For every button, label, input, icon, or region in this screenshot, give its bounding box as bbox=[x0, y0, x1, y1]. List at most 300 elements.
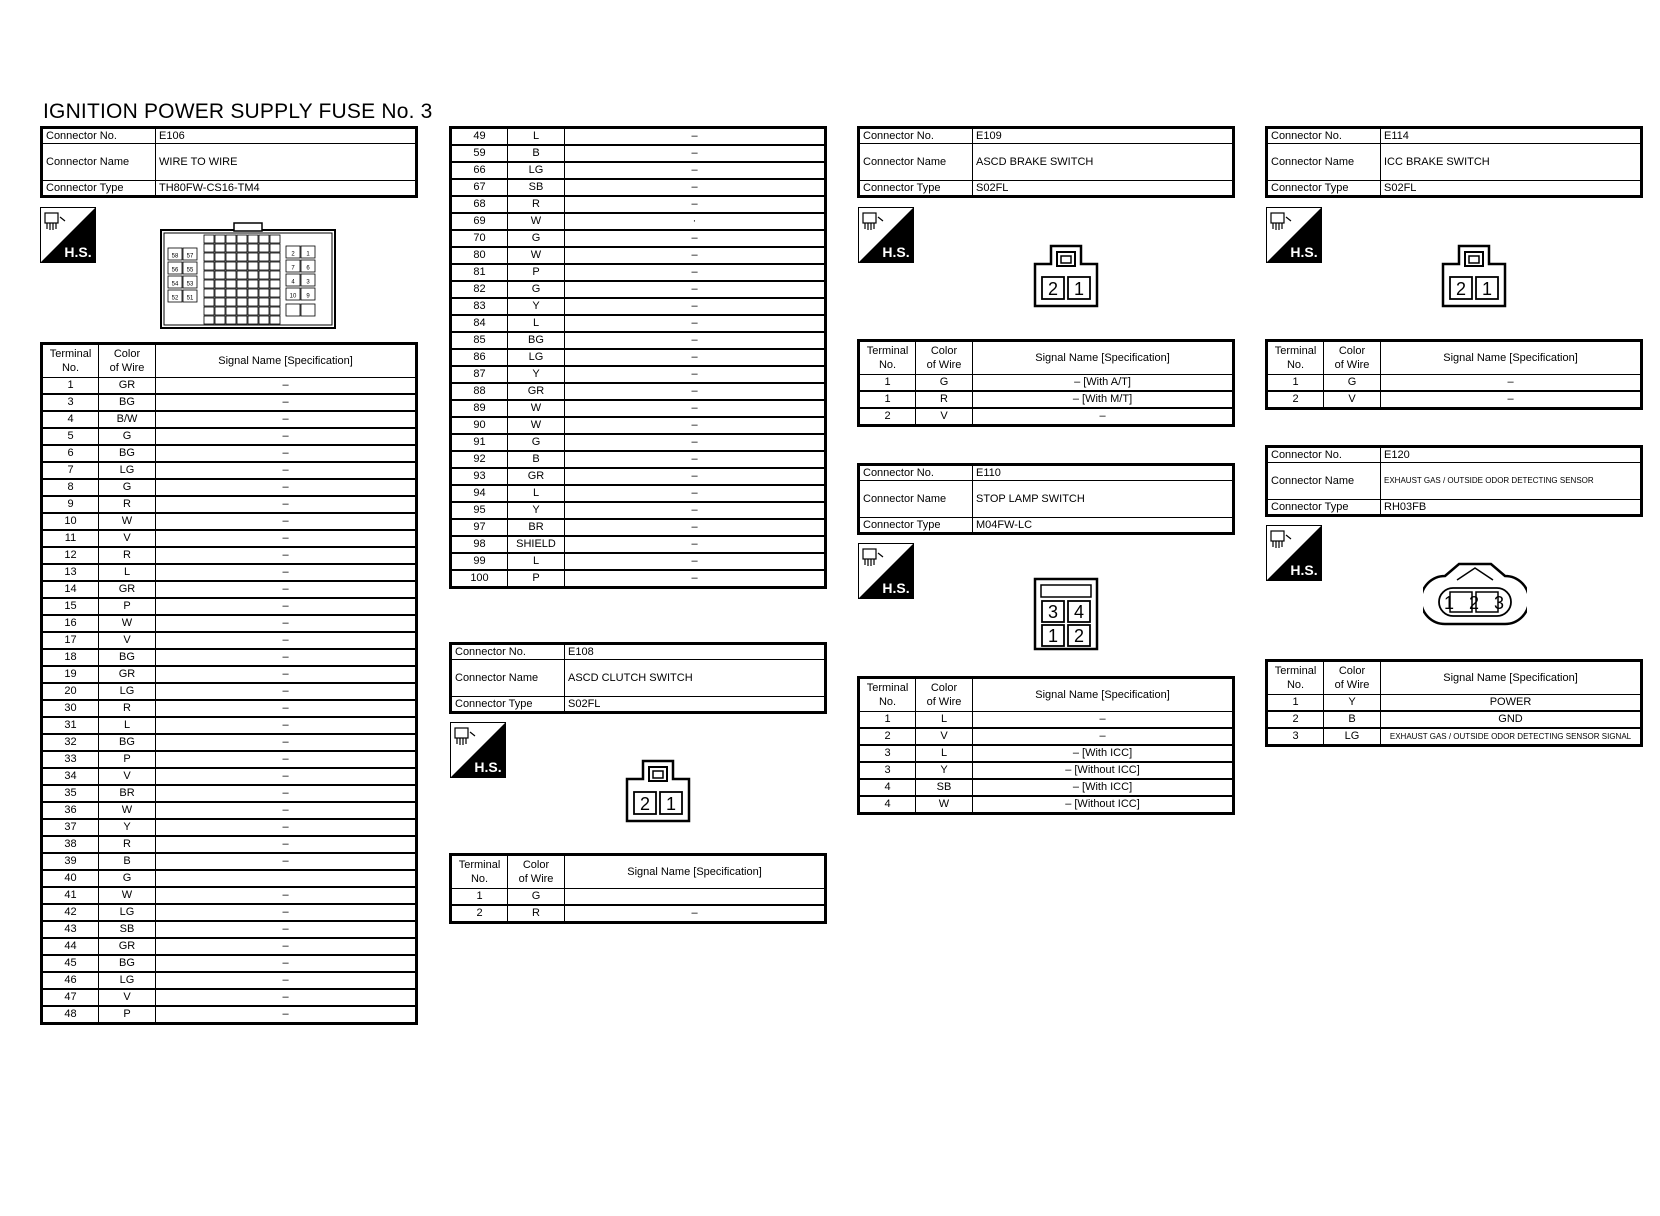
cavity bbox=[226, 253, 236, 261]
terminal-no-cell: 8 bbox=[42, 479, 99, 496]
cavity bbox=[248, 289, 258, 297]
terminal-row bbox=[451, 434, 826, 451]
signal-name-cell bbox=[156, 870, 417, 887]
signal-name-cell: – bbox=[565, 536, 826, 553]
terminal-header: Terminal No. bbox=[451, 855, 508, 889]
terminal-row bbox=[451, 281, 826, 298]
connector-name-label: Connector Name bbox=[859, 144, 973, 181]
wire-color-cell: R bbox=[99, 836, 156, 853]
signal-name-cell: – bbox=[156, 666, 417, 683]
terminal-table-e109 bbox=[857, 339, 1235, 427]
terminal-row bbox=[451, 905, 826, 923]
signal-name-cell: – [With A/T] bbox=[973, 375, 1234, 392]
signal-name-cell: – bbox=[565, 247, 826, 264]
signal-name-cell: – bbox=[156, 853, 417, 870]
cavity bbox=[204, 298, 214, 306]
wire-color-cell: V bbox=[1324, 391, 1381, 409]
terminal-no-cell: 14 bbox=[42, 581, 99, 598]
connector-name-label: Connector Name bbox=[42, 144, 156, 181]
wire-color-cell: G bbox=[99, 870, 156, 887]
pin-label: 1 bbox=[1443, 593, 1455, 613]
cavity bbox=[204, 316, 214, 324]
cavity-number: 3 bbox=[306, 279, 310, 286]
terminal-row bbox=[451, 213, 826, 230]
terminal-no-cell: 34 bbox=[42, 768, 99, 785]
harness-side-icon bbox=[450, 722, 506, 778]
terminal-no-cell: 13 bbox=[42, 564, 99, 581]
cavity bbox=[270, 280, 280, 288]
wire-color-cell: L bbox=[508, 485, 565, 502]
signal-name-cell: – [With ICC] bbox=[973, 745, 1234, 762]
cavity-number: 54 bbox=[171, 281, 179, 288]
wire-color-cell: GR bbox=[99, 938, 156, 955]
wire-color-cell: G bbox=[508, 281, 565, 298]
terminal-no-cell: 94 bbox=[451, 485, 508, 502]
signal-name-cell: – bbox=[156, 887, 417, 904]
terminal-no-cell: 85 bbox=[451, 332, 508, 349]
pin-label: 1 bbox=[1047, 626, 1059, 646]
wire-color-cell: L bbox=[508, 128, 565, 146]
cavity-number: 57 bbox=[186, 253, 194, 260]
signal-name-cell: – bbox=[156, 768, 417, 785]
terminal-no-cell: 40 bbox=[42, 870, 99, 887]
connector-no-value: E114 bbox=[1381, 128, 1642, 144]
terminal-row bbox=[42, 445, 417, 462]
connector-name-label: Connector Name bbox=[859, 481, 973, 518]
cavity bbox=[226, 307, 236, 315]
signal-name-cell: – bbox=[1381, 391, 1642, 409]
wire-color-cell: W bbox=[916, 796, 973, 814]
wire-color-cell: W bbox=[508, 400, 565, 417]
wire-color-cell: BG bbox=[99, 955, 156, 972]
connector-type-value: S02FL bbox=[973, 181, 1234, 197]
connector-type-value: RH03FB bbox=[1381, 500, 1642, 516]
page-title: IGNITION POWER SUPPLY FUSE No. 3 bbox=[43, 100, 433, 123]
signal-name-cell: – bbox=[565, 230, 826, 247]
cavity bbox=[215, 298, 225, 306]
terminal-row bbox=[451, 366, 826, 383]
wire-color-cell: W bbox=[508, 213, 565, 230]
wire-color-cell: V bbox=[99, 530, 156, 547]
terminal-row bbox=[859, 796, 1234, 814]
connector-type-value: TH80FW-CS16-TM4 bbox=[156, 181, 417, 197]
terminal-row bbox=[1267, 375, 1642, 392]
terminal-no-cell: 33 bbox=[42, 751, 99, 768]
signal-name-cell: – bbox=[156, 598, 417, 615]
terminal-no-cell: 3 bbox=[1267, 728, 1324, 746]
terminal-row bbox=[451, 383, 826, 400]
pin-label: 3 bbox=[1047, 602, 1059, 622]
signal-name-cell: – bbox=[156, 972, 417, 989]
signal-name-cell: – bbox=[156, 921, 417, 938]
wire-color-cell: R bbox=[508, 905, 565, 923]
terminal-row bbox=[42, 547, 417, 564]
terminal-no-cell: 1 bbox=[1267, 375, 1324, 392]
signal-name-cell: · bbox=[565, 213, 826, 230]
terminal-no-cell: 32 bbox=[42, 734, 99, 751]
connector-info-e120 bbox=[1265, 445, 1643, 517]
wire-color-cell: G bbox=[508, 889, 565, 906]
connector-no-label: Connector No. bbox=[42, 128, 156, 144]
terminal-row bbox=[859, 762, 1234, 779]
terminal-row bbox=[42, 513, 417, 530]
signal-name-cell: – bbox=[156, 462, 417, 479]
cavity bbox=[248, 262, 258, 270]
signal-name-cell: – bbox=[565, 196, 826, 213]
terminal-row bbox=[42, 904, 417, 921]
wire-color-cell: Y bbox=[508, 502, 565, 519]
cavity bbox=[248, 298, 258, 306]
hs-label: H.S. bbox=[1290, 562, 1318, 578]
terminal-row bbox=[42, 378, 417, 395]
cavity bbox=[226, 289, 236, 297]
terminal-no-cell: 99 bbox=[451, 553, 508, 570]
wire-color-cell: W bbox=[99, 513, 156, 530]
cavity bbox=[270, 298, 280, 306]
cavity bbox=[215, 316, 225, 324]
hs-label: H.S. bbox=[882, 244, 910, 260]
cavity bbox=[204, 289, 214, 297]
pin-label: 3 bbox=[1493, 593, 1505, 613]
cavity bbox=[204, 253, 214, 261]
connector-name-value: ASCD CLUTCH SWITCH bbox=[565, 660, 826, 697]
terminal-no-cell: 83 bbox=[451, 298, 508, 315]
terminal-row bbox=[451, 315, 826, 332]
signal-name-cell: – [Without ICC] bbox=[973, 796, 1234, 814]
signal-name-cell: – bbox=[973, 712, 1234, 729]
terminal-row bbox=[42, 989, 417, 1006]
terminal-no-cell: 37 bbox=[42, 819, 99, 836]
terminal-no-cell: 67 bbox=[451, 179, 508, 196]
cavity-number: 2 bbox=[291, 251, 295, 258]
terminal-no-cell: 2 bbox=[859, 408, 916, 426]
cavity bbox=[248, 244, 258, 252]
terminal-no-cell: 16 bbox=[42, 615, 99, 632]
terminal-row bbox=[42, 581, 417, 598]
terminal-row bbox=[451, 485, 826, 502]
connector-no-label: Connector No. bbox=[859, 128, 973, 144]
terminal-no-cell: 19 bbox=[42, 666, 99, 683]
terminal-row bbox=[42, 496, 417, 513]
cavity bbox=[259, 307, 269, 315]
cavity-number: 55 bbox=[186, 267, 194, 274]
wire-color-cell: BG bbox=[508, 332, 565, 349]
wire-color-cell: R bbox=[916, 391, 973, 408]
color-header: Color of Wire bbox=[1324, 661, 1381, 695]
cavity bbox=[237, 271, 247, 279]
cavity-number: 51 bbox=[186, 295, 194, 302]
cavity bbox=[237, 253, 247, 261]
terminal-no-cell: 38 bbox=[42, 836, 99, 853]
terminal-row bbox=[42, 785, 417, 802]
terminal-row bbox=[42, 802, 417, 819]
terminal-no-cell: 89 bbox=[451, 400, 508, 417]
terminal-row bbox=[1267, 711, 1642, 728]
terminal-row bbox=[42, 1006, 417, 1024]
terminal-no-cell: 84 bbox=[451, 315, 508, 332]
signal-name-cell: – bbox=[973, 408, 1234, 426]
terminal-no-cell: 1 bbox=[451, 889, 508, 906]
terminal-row bbox=[42, 836, 417, 853]
wire-color-cell: GR bbox=[99, 378, 156, 395]
hs-label: H.S. bbox=[64, 244, 92, 260]
cavity bbox=[259, 289, 269, 297]
terminal-row bbox=[42, 938, 417, 955]
hs-label: H.S. bbox=[882, 580, 910, 596]
terminal-no-cell: 43 bbox=[42, 921, 99, 938]
terminal-no-cell: 44 bbox=[42, 938, 99, 955]
terminal-no-cell: 2 bbox=[1267, 711, 1324, 728]
signal-name-cell: – bbox=[156, 513, 417, 530]
pin-label: 1 bbox=[1073, 279, 1085, 299]
connector-type-value: S02FL bbox=[1381, 181, 1642, 197]
terminal-no-cell: 92 bbox=[451, 451, 508, 468]
signal-name-cell: EXHAUST GAS / OUTSIDE ODOR DETECTING SENSOR SIGNAL bbox=[1381, 728, 1642, 746]
wire-color-cell: B bbox=[508, 145, 565, 162]
signal-name-cell: – bbox=[156, 428, 417, 445]
wire-color-cell: BG bbox=[99, 445, 156, 462]
terminal-no-cell: 36 bbox=[42, 802, 99, 819]
connector-name-value: ICC BRAKE SWITCH bbox=[1381, 144, 1642, 181]
harness-side-icon bbox=[1266, 207, 1322, 263]
wire-color-cell: V bbox=[99, 632, 156, 649]
terminal-row bbox=[42, 564, 417, 581]
terminal-row bbox=[42, 972, 417, 989]
signal-name-cell: – bbox=[156, 378, 417, 395]
connector-type-label: Connector Type bbox=[451, 697, 565, 713]
signal-header: Signal Name [Specification] bbox=[1381, 661, 1642, 695]
terminal-row bbox=[42, 632, 417, 649]
signal-name-cell: – bbox=[156, 717, 417, 734]
terminal-no-cell: 98 bbox=[451, 536, 508, 553]
wire-color-cell: B bbox=[508, 451, 565, 468]
wire-color-cell: GR bbox=[508, 383, 565, 400]
wire-color-cell: LG bbox=[1324, 728, 1381, 746]
terminal-header: Terminal No. bbox=[42, 344, 99, 378]
cavity bbox=[215, 235, 225, 243]
connector-no-label: Connector No. bbox=[451, 644, 565, 660]
pin-label: 2 bbox=[1455, 279, 1467, 299]
cavity-number: 6 bbox=[306, 265, 310, 272]
connector-no-label: Connector No. bbox=[1267, 447, 1381, 463]
cavity bbox=[248, 235, 258, 243]
terminal-header: Terminal No. bbox=[1267, 341, 1324, 375]
cavity bbox=[259, 262, 269, 270]
cavity bbox=[215, 307, 225, 315]
signal-name-cell: – bbox=[1381, 375, 1642, 392]
signal-name-cell: – bbox=[973, 728, 1234, 745]
signal-name-cell: – bbox=[156, 411, 417, 428]
cavity bbox=[237, 316, 247, 324]
cavity-number: 58 bbox=[171, 253, 179, 260]
terminal-header: Terminal No. bbox=[1267, 661, 1324, 695]
terminal-row bbox=[451, 145, 826, 162]
signal-header: Signal Name [Specification] bbox=[1381, 341, 1642, 375]
terminal-row bbox=[451, 264, 826, 281]
signal-name-cell: – bbox=[565, 570, 826, 588]
wire-color-cell: R bbox=[99, 547, 156, 564]
wire-color-cell: Y bbox=[508, 366, 565, 383]
connector-no-value: E106 bbox=[156, 128, 417, 144]
wire-color-cell: BR bbox=[508, 519, 565, 536]
terminal-no-cell: 18 bbox=[42, 649, 99, 666]
signal-name-cell: – bbox=[565, 366, 826, 383]
cavity bbox=[248, 253, 258, 261]
terminal-row bbox=[42, 411, 417, 428]
wire-color-cell: V bbox=[99, 989, 156, 1006]
wire-color-cell: R bbox=[99, 496, 156, 513]
pin-label: 4 bbox=[1073, 602, 1085, 622]
terminal-row bbox=[451, 502, 826, 519]
wire-color-cell: G bbox=[99, 428, 156, 445]
signal-header: Signal Name [Specification] bbox=[973, 341, 1234, 375]
signal-name-cell: – bbox=[565, 264, 826, 281]
cavity bbox=[259, 235, 269, 243]
terminal-table-e114 bbox=[1265, 339, 1643, 410]
terminal-no-cell: 42 bbox=[42, 904, 99, 921]
cavity bbox=[237, 244, 247, 252]
signal-name-cell: – bbox=[565, 417, 826, 434]
connector-face-e114 bbox=[1441, 244, 1507, 308]
connector-info-e109 bbox=[857, 126, 1235, 198]
terminal-row bbox=[1267, 728, 1642, 746]
cavity bbox=[204, 271, 214, 279]
terminal-no-cell: 1 bbox=[859, 391, 916, 408]
harness-side-icon bbox=[858, 543, 914, 599]
terminal-no-cell: 11 bbox=[42, 530, 99, 547]
terminal-no-cell: 10 bbox=[42, 513, 99, 530]
terminal-no-cell: 12 bbox=[42, 547, 99, 564]
connector-info-e110 bbox=[857, 463, 1235, 535]
wire-color-cell: LG bbox=[99, 904, 156, 921]
signal-name-cell: – bbox=[565, 298, 826, 315]
cavity bbox=[215, 289, 225, 297]
terminal-no-cell: 1 bbox=[859, 375, 916, 392]
terminal-no-cell: 90 bbox=[451, 417, 508, 434]
terminal-no-cell: 86 bbox=[451, 349, 508, 366]
terminal-no-cell: 69 bbox=[451, 213, 508, 230]
wire-color-cell: L bbox=[916, 745, 973, 762]
terminal-row bbox=[451, 519, 826, 536]
signal-name-cell: – bbox=[156, 479, 417, 496]
cavity bbox=[286, 304, 300, 316]
cavity bbox=[259, 253, 269, 261]
terminal-row bbox=[42, 700, 417, 717]
connector-no-value: E108 bbox=[565, 644, 826, 660]
terminal-row bbox=[42, 615, 417, 632]
terminal-row bbox=[42, 462, 417, 479]
terminal-row bbox=[451, 468, 826, 485]
signal-name-cell: GND bbox=[1381, 711, 1642, 728]
signal-header: Signal Name [Specification] bbox=[156, 344, 417, 378]
terminal-row bbox=[859, 375, 1234, 392]
cavity bbox=[248, 280, 258, 288]
terminal-no-cell: 100 bbox=[451, 570, 508, 588]
terminal-no-cell: 17 bbox=[42, 632, 99, 649]
wire-color-cell: W bbox=[99, 887, 156, 904]
terminal-no-cell: 6 bbox=[42, 445, 99, 462]
wire-color-cell: G bbox=[916, 375, 973, 392]
terminal-row bbox=[859, 391, 1234, 408]
signal-name-cell: – bbox=[565, 519, 826, 536]
signal-name-cell: – bbox=[156, 938, 417, 955]
wire-color-cell: G bbox=[1324, 375, 1381, 392]
cavity bbox=[248, 271, 258, 279]
cavity bbox=[259, 316, 269, 324]
wire-color-cell: P bbox=[99, 751, 156, 768]
wire-color-cell: W bbox=[508, 417, 565, 434]
cavity bbox=[226, 244, 236, 252]
signal-name-cell: – bbox=[156, 785, 417, 802]
pin-label: 2 bbox=[1468, 593, 1480, 613]
cavity bbox=[248, 307, 258, 315]
signal-header: Signal Name [Specification] bbox=[973, 678, 1234, 712]
wire-color-cell: V bbox=[916, 728, 973, 745]
signal-name-cell: – bbox=[565, 332, 826, 349]
signal-name-cell: – bbox=[565, 145, 826, 162]
wire-color-cell: R bbox=[99, 700, 156, 717]
terminal-no-cell: 15 bbox=[42, 598, 99, 615]
signal-name-cell: – bbox=[156, 683, 417, 700]
terminal-no-cell: 95 bbox=[451, 502, 508, 519]
terminal-row bbox=[451, 162, 826, 179]
terminal-table-e106-part1 bbox=[40, 342, 418, 1025]
terminal-no-cell: 7 bbox=[42, 462, 99, 479]
pin-label: 2 bbox=[1073, 626, 1085, 646]
cavity-number: 7 bbox=[291, 265, 295, 272]
terminal-no-cell: 2 bbox=[859, 728, 916, 745]
signal-name-cell: – bbox=[156, 394, 417, 411]
wire-color-cell: V bbox=[99, 768, 156, 785]
color-header: Color of Wire bbox=[1324, 341, 1381, 375]
terminal-no-cell: 88 bbox=[451, 383, 508, 400]
wire-color-cell: GR bbox=[99, 581, 156, 598]
signal-name-cell: – bbox=[156, 632, 417, 649]
cavity bbox=[226, 316, 236, 324]
connector-no-label: Connector No. bbox=[1267, 128, 1381, 144]
terminal-row bbox=[42, 530, 417, 547]
terminal-table-e106-part2 bbox=[449, 126, 827, 589]
wire-color-cell: GR bbox=[508, 468, 565, 485]
signal-name-cell: – bbox=[565, 451, 826, 468]
terminal-no-cell: 3 bbox=[859, 762, 916, 779]
connector-no-value: E120 bbox=[1381, 447, 1642, 463]
connector-name-label: Connector Name bbox=[451, 660, 565, 697]
terminal-table-e110 bbox=[857, 676, 1235, 815]
cavity bbox=[270, 235, 280, 243]
wire-color-cell: LG bbox=[99, 683, 156, 700]
signal-name-cell: – bbox=[156, 649, 417, 666]
terminal-no-cell: 80 bbox=[451, 247, 508, 264]
terminal-no-cell: 9 bbox=[42, 496, 99, 513]
wire-color-cell: B bbox=[99, 853, 156, 870]
signal-name-cell: – bbox=[156, 836, 417, 853]
cavity-number: 10 bbox=[289, 293, 297, 300]
signal-name-cell: – bbox=[156, 751, 417, 768]
signal-name-cell: – bbox=[156, 802, 417, 819]
wire-color-cell: L bbox=[916, 712, 973, 729]
cavity bbox=[237, 280, 247, 288]
terminal-no-cell: 66 bbox=[451, 162, 508, 179]
cavity bbox=[204, 280, 214, 288]
signal-name-cell: – bbox=[565, 905, 826, 923]
wire-color-cell: BG bbox=[99, 734, 156, 751]
wire-color-cell: LG bbox=[508, 349, 565, 366]
wire-color-cell: BR bbox=[99, 785, 156, 802]
connector-name-value: EXHAUST GAS / OUTSIDE ODOR DETECTING SENSOR bbox=[1381, 463, 1642, 500]
wire-color-cell: G bbox=[99, 479, 156, 496]
cavity bbox=[259, 271, 269, 279]
